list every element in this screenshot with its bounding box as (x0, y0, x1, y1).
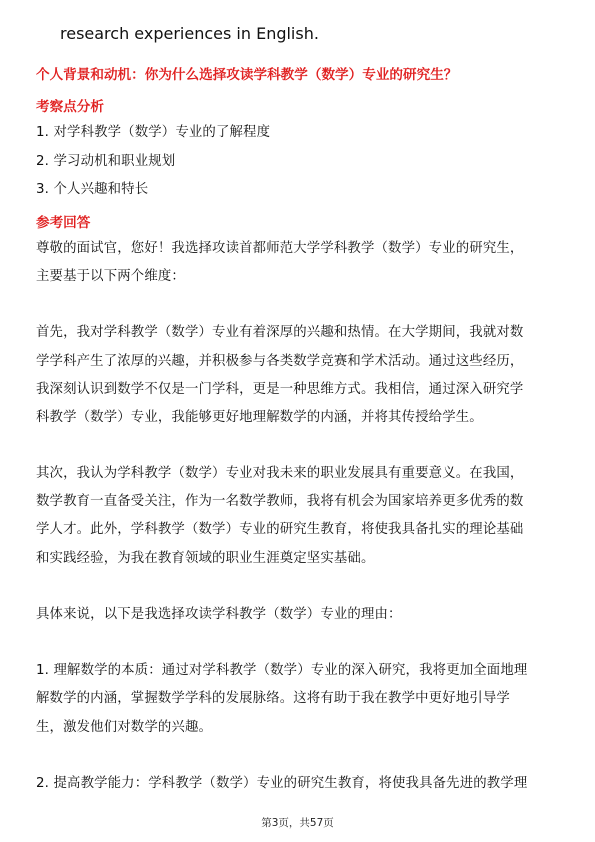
analysis-point: 3. 个人兴趣和特长 (36, 182, 149, 197)
paragraph-line: 学人才。此外，学科教学（数学）专业的研究生教育，将使我具备扎实的理论基础 (36, 522, 524, 537)
paragraph-line: 主要基于以下两个维度： (36, 269, 185, 284)
paragraph-line: 数学教育一直备受关注，作为一名数学教师，我将有机会为国家培养更多优秀的数 (36, 494, 524, 509)
answer-heading: 参考回答 (36, 215, 91, 231)
paragraph-line: 科教学（数学）专业，我能够更好地理解数学的内涵，并将其传授给学生。 (36, 410, 483, 425)
paragraph-line: 其次，我认为学科教学（数学）专业对我未来的职业发展具有重要意义。在我国， (36, 466, 524, 481)
paragraph-line: 我深刻认识到数学不仅是一门学科，更是一种思维方式。我相信，通过深入研究学 (36, 382, 524, 397)
paragraph-line: 尊敬的面试官，您好！我选择攻读首都师范大学学科教学（数学）专业的研究生， (36, 241, 524, 256)
analysis-point: 2. 学习动机和职业规划 (36, 154, 176, 169)
paragraph-line: 具体来说，以下是我选择攻读学科教学（数学）专业的理由： (36, 607, 402, 622)
question-heading: 个人背景和动机：你为什么选择攻读学科教学（数学）专业的研究生？ (36, 67, 458, 83)
analysis-point: 1. 对学科教学（数学）专业的了解程度 (36, 125, 271, 140)
lead-english-line: research experiences in English. (60, 24, 319, 43)
paragraph-line: 生，激发他们对数学的兴趣。 (36, 720, 213, 735)
paragraph-line: 和实践经验，为我在教育领域的职业生涯奠定坚实基础。 (36, 551, 375, 566)
paragraph-line: 1. 理解数学的本质：通过对学科教学（数学）专业的深入研究，我将更加全面地理 (36, 663, 528, 678)
analysis-heading: 考察点分析 (36, 99, 104, 115)
paragraph-line: 首先，我对学科教学（数学）专业有着深厚的兴趣和热情。在大学期间，我就对数 (36, 325, 524, 340)
paragraph-line: 解数学的内涵，掌握数学学科的发展脉络。这将有助于我在教学中更好地引导学 (36, 691, 510, 706)
paragraph-line: 学学科产生了浓厚的兴趣，并积极参与各类数学竞赛和学术活动。通过这些经历， (36, 354, 524, 369)
paragraph-line: 2. 提高教学能力：学科教学（数学）专业的研究生教育，将使我具备先进的教学理 (36, 776, 528, 791)
page-number-footer: 第3页，共57页 (261, 817, 334, 829)
